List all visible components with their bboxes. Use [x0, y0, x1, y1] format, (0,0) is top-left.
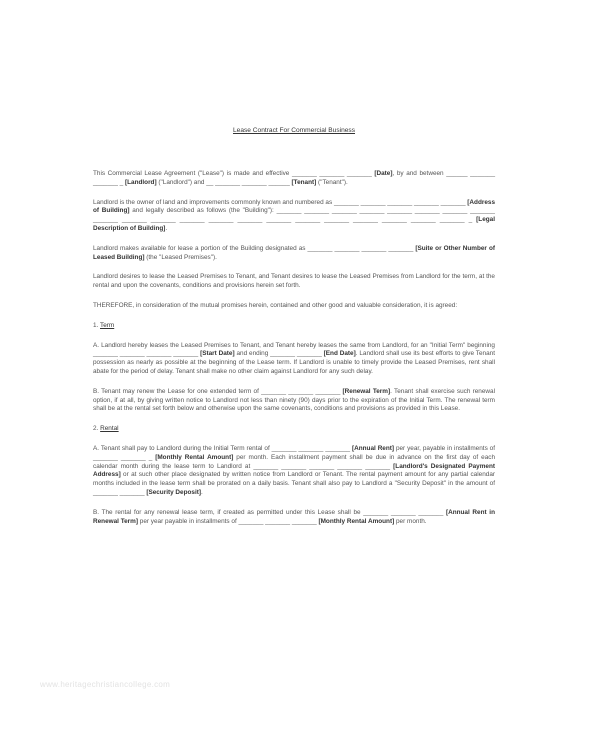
field-placeholder: [End Date]: [323, 350, 356, 358]
rental-paragraph-a: A. Tenant shall pay to Landlord during the Initial Term rental of _______ _______ _______ [Annual Rent] per year, payable in installments of _______ _______ _ [Monthly Rental Amount] per month. Each installment payment shall be due in advance on the first day of each calendar month during the lease term to Landlord at _______ _______ _______ _______ _______ [Landlord's Designated Payment Address] or at such other place designated by written notice from Landlord or Tenant. The rental payment amount for any partial calendar months included in the lease term shall be prorated on a daily basis. Tenant shall also pay to Landlord a "Security Deposit" in the amount of _______ _______ [Security Deposit].: [93, 444, 496, 496]
field-placeholder: [Renewal Term]: [342, 387, 391, 395]
section-number: 1.: [93, 321, 99, 329]
section-heading-rental: [93, 425, 495, 434]
watermark-text: www.heritagechristiancollege.com: [40, 680, 171, 689]
document-body: [93, 127, 495, 537]
field-placeholder: [Monthly Rental Amount]: [155, 453, 234, 461]
section-title: Rental: [100, 425, 119, 433]
field-placeholder: [Legal Description of Building]: [93, 216, 495, 232]
field-placeholder: [Security Deposit]: [146, 488, 201, 496]
term-paragraph-b: B. Tenant may renew the Lease for one extended term of _______ _______ _______ [Renewal Term]. Tenant shall exercise such renewal option, if at all, by giving written notice to Landlord not less than ninety (90) days prior to the expiration of the Initial Term. The renewal term shall be at the rental set forth below and otherwise upon the same covenants, conditions and provisions as provided in this Lease.: [93, 387, 496, 413]
field-placeholder: [Address of Building]: [93, 198, 495, 215]
building-paragraph: Landlord is the owner of land and improvements commonly known and numbered as _______ _______ _______ _______ _______ [Address of Building] and legally described as follows (the "Building"): _______ _______ _______ _______ _______ _______ _______ _______ _______ _______ _______ _______ _______ _______ _______ _______ _______ _______ _______ _______ _______ _ [Legal Description of Building].: [93, 198, 495, 232]
field-placeholder: [Date]: [374, 170, 393, 177]
field-placeholder: [Landlord's Designated Payment Address]: [93, 462, 495, 479]
therefore-paragraph: THEREFORE, in consideration of the mutual promises herein, contained and other good and valuable consideration, it is agreed:: [93, 301, 458, 309]
field-placeholder: [Landlord]: [125, 178, 157, 186]
field-placeholder: [Suite or Other Number of Leased Building]: [93, 244, 496, 261]
section-title: Term: [100, 321, 115, 329]
field-placeholder: [Annual Rent in Renewal Term]: [93, 508, 495, 525]
rental-paragraph-b: B. The rental for any renewal lease term, if created as permitted under this Lease shall be _______ _______ _______ [Annual Rent in Renewal Term] per year payable in installments of _______ _______ _______ [Monthly Rental Amount] per month.: [93, 508, 495, 525]
field-placeholder: [Annual Rent]: [352, 444, 395, 452]
section-heading-term: [93, 322, 495, 331]
lease-intro-paragraph: This Commercial Lease Agreement ("Lease") is made and effective _______ _______ _______ [Date], by and between ______ _______ _______ _ [Landlord] ("Landlord") and __ _______ _______ ______ [Tenant] ("Tenant").: [93, 170, 495, 186]
term-paragraph-a: A. Landlord hereby leases the Leased Premises to Tenant, and Tenant hereby leases the same from Landlord, for an "Initial Term" beginning _______ _______ _______ _______ [Start Date] and ending _______ _______ [End Date]. Landlord shall use its best efforts to give Tenant possession as nearly as possible at the beginning of the Lease term. If Landlord is unable to timely provide the Leased Premises, rent shall abate for the period of delay. Tenant shall make no other claim against Landlord for any such delay.: [93, 341, 495, 375]
section-number: 2.: [93, 425, 99, 433]
desire-paragraph: Landlord desires to lease the Leased Premises to Tenant, and Tenant desires to lease the Leased Premises from Landlord for the term, at the rental and upon the covenants, conditions and provisions herein set forth.: [93, 273, 495, 290]
field-placeholder: [Start Date]: [200, 350, 235, 358]
field-placeholder: [Tenant]: [291, 178, 317, 186]
premises-paragraph: Landlord makes available for lease a portion of the Building designated as _______ _______ _______ _______ [Suite or Other Number of Leased Building] (the "Leased Premises").: [93, 244, 496, 261]
document-title: Lease Contract For Commercial Business: [232, 127, 356, 134]
field-placeholder: [Monthly Rental Amount]: [318, 517, 395, 525]
